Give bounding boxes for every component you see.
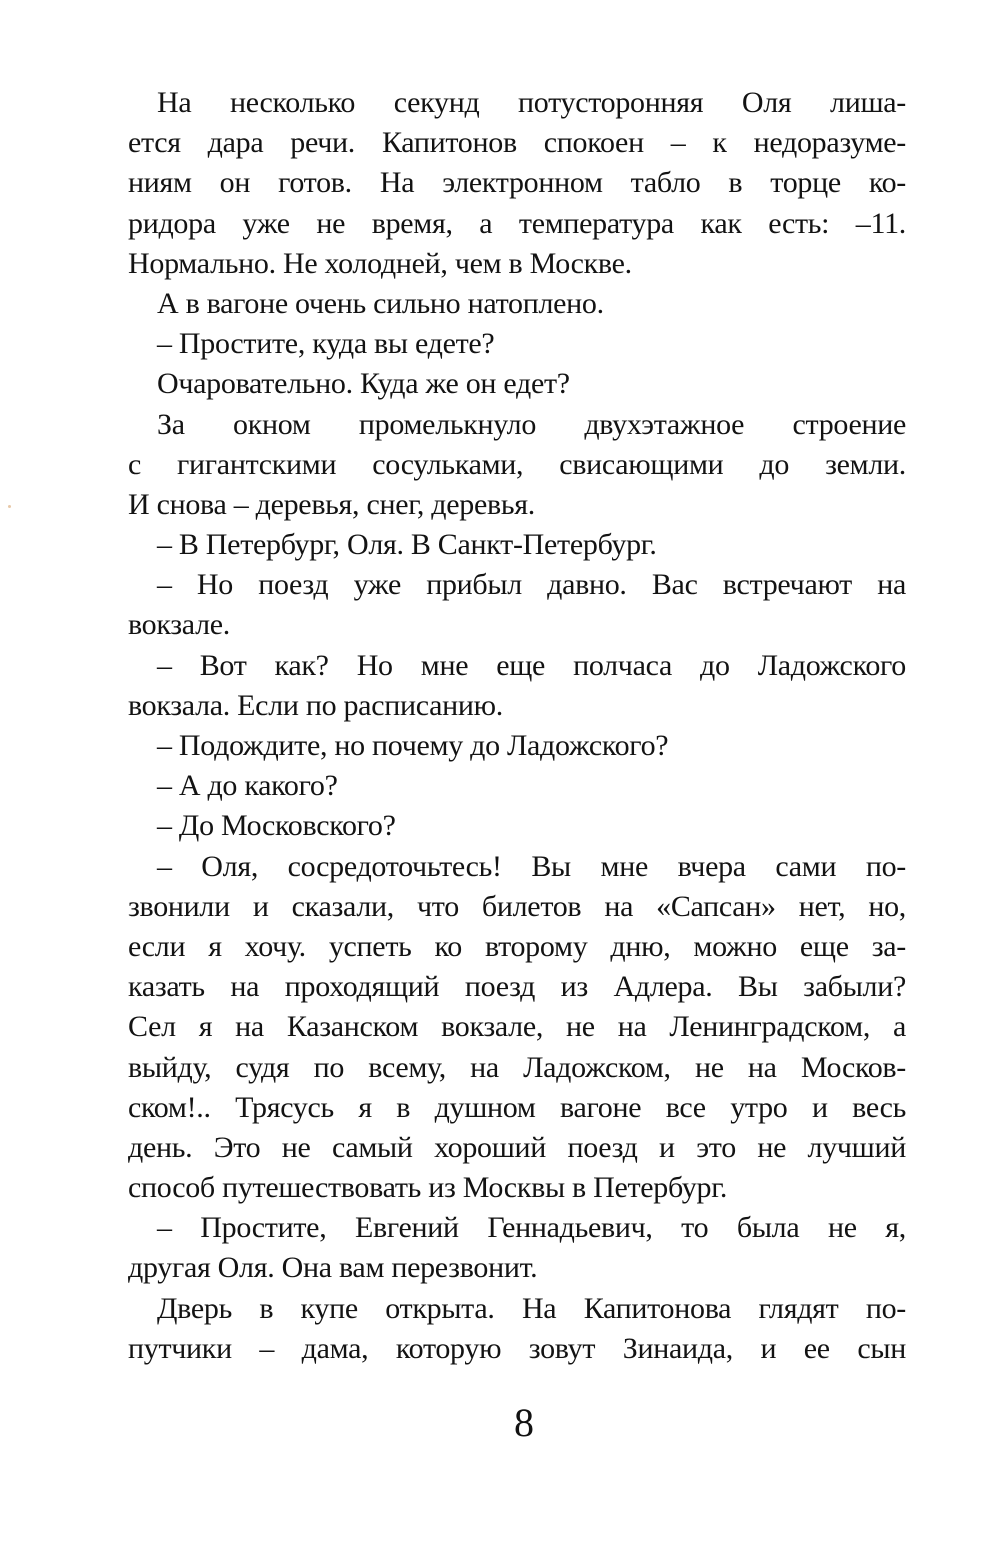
text-line: день. Это не самый хороший поезд и это не лучший <box>128 1130 906 1164</box>
text-line: На несколько секунд потусторонняя Оля лиша- <box>157 86 906 119</box>
text-line: ниям он готов. На электронном табло в торце ко- <box>128 166 906 200</box>
text-line: казать на проходящий поезд из Адлера. Вы забыли? <box>128 970 906 1004</box>
text-line: вокзале. <box>128 608 230 642</box>
page-text <box>128 83 906 1369</box>
text-line: – Вот как? Но мне еще полчаса до Ладожского <box>157 648 906 682</box>
text-line: Нормально. Не холодней, чем в Москве. <box>128 246 632 280</box>
text-line: За окном промелькнуло двухэтажное строение <box>157 407 906 441</box>
text-line: другая Оля. Она вам перезвонит. <box>128 1251 538 1285</box>
text-line: – В Петербург, Оля. В Санкт-Петербург. <box>157 528 657 562</box>
text-line: с гигантскими сосульками, свисающими до земли. <box>128 447 906 481</box>
text-line: звонили и сказали, что билетов на «Сапсан» нет, но, <box>128 889 906 923</box>
text-line: Сел я на Казанском вокзале, не на Ленинградском, а <box>128 1010 906 1044</box>
text-line: А в вагоне очень сильно натоплено. <box>157 286 604 320</box>
text-line: – До Московского? <box>157 809 396 843</box>
text-line: путчики – дама, которую зовут Зинаида, и ее сын <box>128 1331 906 1365</box>
text-line: – Простите, Евгений Геннадьевич, то была не я, <box>157 1211 906 1245</box>
text-line: И снова – деревья, снег, деревья. <box>128 487 535 521</box>
text-line: Дверь в купе открыта. На Капитонова глядят по- <box>157 1291 906 1325</box>
text-line: если я хочу. успеть ко второму дню, можно еще за- <box>128 929 906 963</box>
text-line: – Но поезд уже прибыл давно. Вас встречают на <box>157 568 906 602</box>
text-line: ридора уже не время, а температура как есть: –11. <box>128 206 906 240</box>
text-line: – Простите, куда вы едете? <box>157 327 495 361</box>
text-line: вокзала. Если по расписанию. <box>128 688 503 722</box>
text-line: – Подождите, но почему до Ладожского? <box>157 729 669 762</box>
text-line: ется дара речи. Капитонов спокоен – к недоразуме- <box>128 126 906 160</box>
text-line: – А до какого? <box>157 769 338 803</box>
text-line: выйду, судя по всему, на Ладожском, не на Москов- <box>128 1050 906 1084</box>
text-line: способ путешествовать из Москвы в Петербург. <box>128 1171 728 1205</box>
text-line: Очаровательно. Куда же он едет? <box>157 367 570 401</box>
text-line: ском!.. Трясусь я в душном вагоне все утро и весь <box>128 1090 906 1124</box>
text-line: – Оля, сосредоточьтесь! Вы мне вчера сами по- <box>157 849 906 883</box>
scan-speck <box>8 505 11 508</box>
page-number: 8 <box>514 1400 534 1445</box>
